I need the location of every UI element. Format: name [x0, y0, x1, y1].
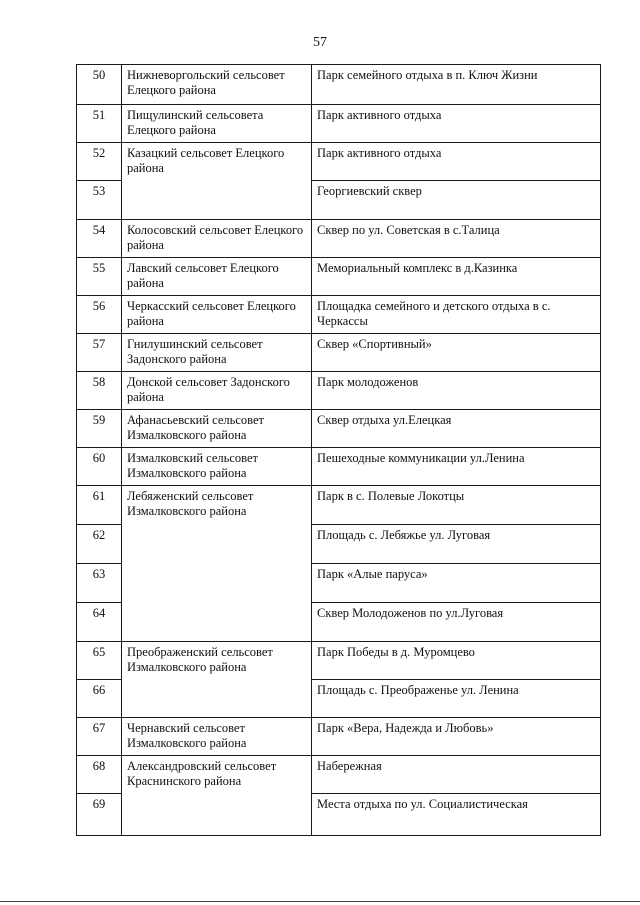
object-cell: Парк семейного отдыха в п. Ключ Жизни	[312, 65, 601, 105]
object-cell: Парк «Алые паруса»	[312, 564, 601, 603]
settlement-cell: Афанасьевский сельсовет Измалковского района	[122, 410, 312, 448]
table-row	[77, 258, 601, 296]
row-number: 51	[77, 105, 122, 143]
object-cell: Парк «Вера, Надежда и Любовь»	[312, 718, 601, 756]
table-row	[77, 410, 601, 448]
page-number: 57	[313, 35, 327, 50]
row-number: 62	[77, 525, 122, 564]
table-row	[77, 296, 601, 334]
object-cell: Пешеходные коммуникации ул.Ленина	[312, 448, 601, 486]
row-number: 50	[77, 65, 122, 105]
settlement-cell: Преображенский сельсовет Измалковского района	[122, 642, 312, 718]
object-cell: Набережная	[312, 756, 601, 794]
row-number: 54	[77, 220, 122, 258]
settlement-cell: Нижневоргольский сельсовет Елецкого района	[122, 65, 312, 105]
page-edge-line	[0, 901, 640, 902]
table-row	[77, 756, 601, 794]
settlement-cell: Черкасский сельсовет Елецкого района	[122, 296, 312, 334]
object-cell: Сквер отдыха ул.Елецкая	[312, 410, 601, 448]
settlement-cell: Пищулинский сельсовета Елецкого района	[122, 105, 312, 143]
object-cell: Площадь с. Преображенье ул. Ленина	[312, 680, 601, 718]
table-row	[77, 448, 601, 486]
object-cell: Парк активного отдыха	[312, 143, 601, 181]
object-cell: Сквер Молодоженов по ул.Луговая	[312, 603, 601, 642]
row-number: 61	[77, 486, 122, 525]
settlement-cell: Александровский сельсовет Краснинского района	[122, 756, 312, 836]
registry-table	[76, 64, 601, 836]
row-number: 57	[77, 334, 122, 372]
object-cell: Георгиевский сквер	[312, 181, 601, 220]
settlement-cell: Чернавский сельсовет Измалковского района	[122, 718, 312, 756]
table-row	[77, 334, 601, 372]
object-cell: Площадка семейного и детского отдыха в с. Черкассы	[312, 296, 601, 334]
table-row	[77, 642, 601, 680]
row-number: 65	[77, 642, 122, 680]
row-number: 53	[77, 181, 122, 220]
settlement-cell: Лебяженский сельсовет Измалковского района	[122, 486, 312, 642]
table-row	[77, 486, 601, 525]
row-number: 63	[77, 564, 122, 603]
row-number: 67	[77, 718, 122, 756]
settlement-cell: Донской сельсовет Задонского района	[122, 372, 312, 410]
table-row	[77, 372, 601, 410]
table-row	[77, 105, 601, 143]
settlement-cell: Колосовский сельсовет Елецкого района	[122, 220, 312, 258]
row-number: 55	[77, 258, 122, 296]
object-cell: Мемориальный комплекс в д.Казинка	[312, 258, 601, 296]
table-row	[77, 143, 601, 181]
object-cell: Парк активного отдыха	[312, 105, 601, 143]
settlement-cell: Гнилушинский сельсовет Задонского района	[122, 334, 312, 372]
object-cell: Сквер «Спортивный»	[312, 334, 601, 372]
object-cell: Парк Победы в д. Муромцево	[312, 642, 601, 680]
settlement-cell: Измалковский сельсовет Измалковского района	[122, 448, 312, 486]
row-number: 52	[77, 143, 122, 181]
row-number: 58	[77, 372, 122, 410]
table-row	[77, 220, 601, 258]
table-row	[77, 65, 601, 105]
object-cell: Парк в с. Полевые Локотцы	[312, 486, 601, 525]
settlement-cell: Лавский сельсовет Елецкого района	[122, 258, 312, 296]
object-cell: Парк молодоженов	[312, 372, 601, 410]
table-row	[77, 718, 601, 756]
object-cell: Площадь с. Лебяжье ул. Луговая	[312, 525, 601, 564]
object-cell: Места отдыха по ул. Социалистическая	[312, 794, 601, 836]
row-number: 66	[77, 680, 122, 718]
row-number: 60	[77, 448, 122, 486]
row-number: 59	[77, 410, 122, 448]
object-cell: Сквер по ул. Советская в с.Талица	[312, 220, 601, 258]
row-number: 69	[77, 794, 122, 836]
row-number: 56	[77, 296, 122, 334]
row-number: 64	[77, 603, 122, 642]
row-number: 68	[77, 756, 122, 794]
settlement-cell: Казацкий сельсовет Елецкого района	[122, 143, 312, 220]
